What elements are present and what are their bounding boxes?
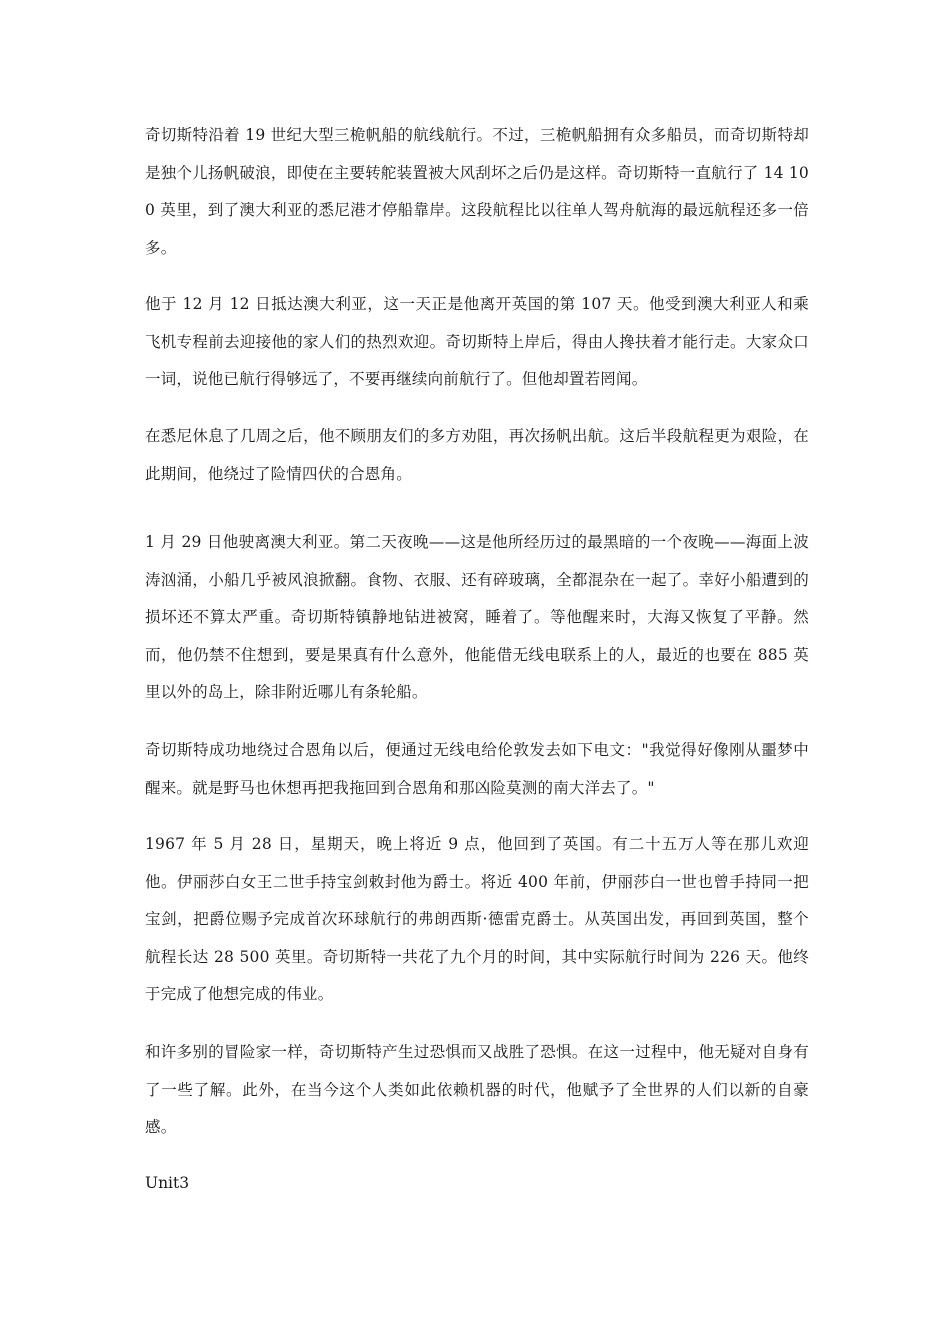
paragraph-conclusion: 和许多别的冒险家一样，奇切斯特产生过恐惧而又战胜了恐惧。在这一过程中，他无疑对自身有了一些了解。此外，在当今这个人类如此依赖机器的时代，他赋予了全世界的人们以新的自豪感。 [145, 1043, 809, 1136]
paragraph-rest-sydney: 在悉尼休息了几周之后，他不顾朋友们的多方劝阻，再次扬帆出航。这后半段航程更为艰险，在此期间，他绕过了险情四伏的合恩角。 [145, 427, 809, 483]
paragraph-return-england: 1967 年 5 月 28 日，星期天，晚上将近 9 点，他回到了英国。有二十五万人等在那儿欢迎他。伊丽莎白女王二世手持宝剑敕封他为爵士。将近 400 年前，伊丽莎白一世也曾手持同一把宝剑，把爵位赐予完成首次环球航行的弗朗西斯·德雷克爵士。从英国出发，再回到英国，整个航程长达 28 500 英里。奇切斯特一共花了九个月的时间，其中实际航行时间为 226 天。他终于完成了他想完成的伟业。 [145, 835, 809, 1003]
paragraph-arrival-australia: 他于 12 月 12 日抵达澳大利亚，这一天正是他离开英国的第 107 天。他受到澳大利亚人和乘飞机专程前去迎接他的家人们的热烈欢迎。奇切斯特上岸后，得由人搀扶着才能行走。大家众口一词，说他已航行得够远了，不要再继续向前航行了。但他却置若罔闻。 [145, 295, 809, 388]
paragraph-cape-horn-telegram: 奇切斯特成功地绕过合恩角以后，便通过无线电给伦敦发去如下电文："我觉得好像刚从噩梦中醒来。就是野马也休想再把我拖回到合恩角和那凶险莫测的南大洋去了。" [145, 741, 809, 797]
section-heading: Unit3 [145, 1174, 190, 1192]
paragraph-sailing-route: 奇切斯特沿着 19 世纪大型三桅帆船的航线航行。不过，三桅帆船拥有众多船员，而奇切斯特却是独个儿扬帆破浪，即使在主要转舵装置被大风刮坏之后仍是这样。奇切斯特一直航行了 14 100 英里，到了澳大利亚的悉尼港才停船靠岸。这段航程比以往单人驾舟航海的最远航程还多一倍多。 [145, 126, 809, 257]
paragraph-departure-storm: 1 月 29 日他驶离澳大利亚。第二天夜晚——这是他所经历过的最黑暗的一个夜晚——海面上波涛汹涌，小船几乎被风浪掀翻。食物、衣服、还有碎玻璃，全都混杂在一起了。幸好小船遭到的损坏还不算太严重。奇切斯特镇静地钻进被窝，睡着了。等他醒来时，大海又恢复了平静。然而，他仍禁不住想到，要是果真有什么意外，他能借无线电联系上的人，最近的也要在 885 英里以外的岛上，除非附近哪儿有条轮船。 [145, 533, 809, 701]
